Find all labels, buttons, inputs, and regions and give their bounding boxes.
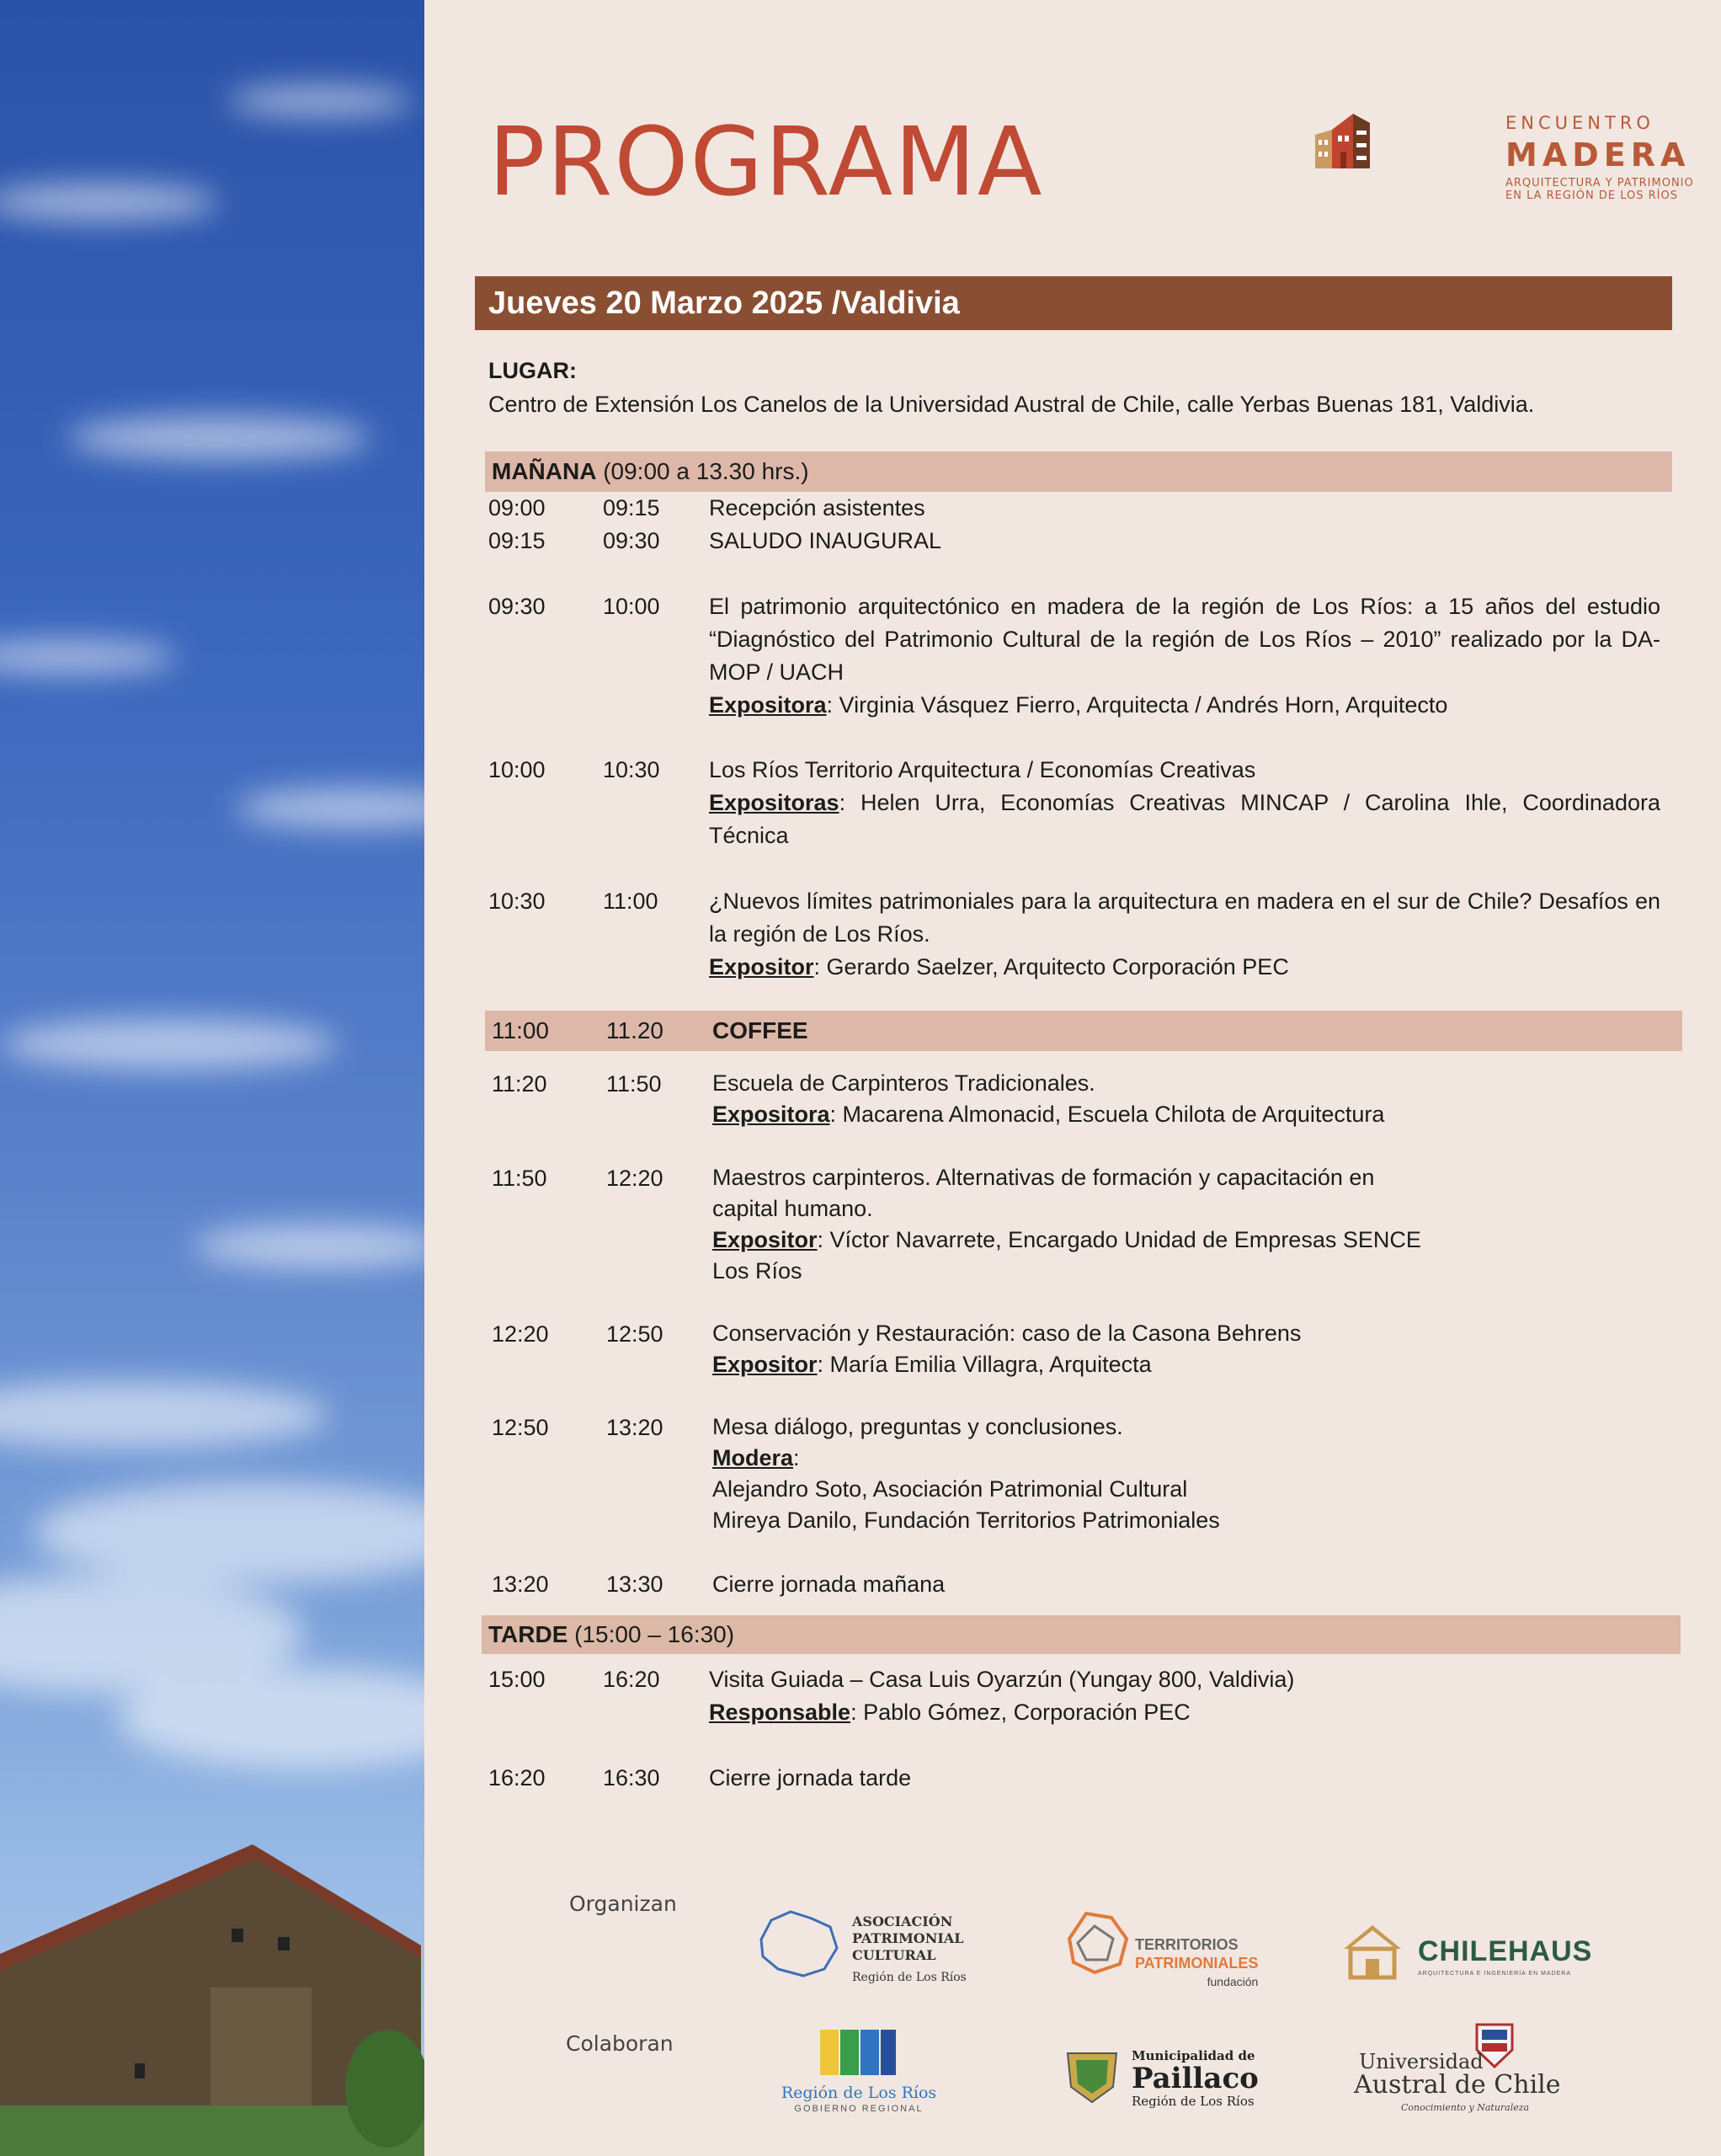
- start-time: 11:20: [492, 1071, 547, 1097]
- coffee-start: 11:00: [492, 1017, 549, 1043]
- program-page: [424, 0, 1721, 2156]
- end-time: 12:50: [606, 1321, 663, 1347]
- territorios-patrimoniales-logo: [1061, 1905, 1280, 1989]
- tp-line-3: fundación: [1207, 1975, 1259, 1988]
- session-title: Cierre jornada tarde: [709, 1765, 912, 1790]
- region-line-2: GOBIERNO REGIONAL: [794, 2104, 924, 2114]
- municipal-shield-icon: [1061, 2045, 1123, 2105]
- region-map-icon: [753, 1902, 845, 1982]
- gobierno-regional-logo: [775, 2026, 943, 2119]
- afternoon-section-bar: [482, 1615, 1681, 1654]
- apc-line-2: PATRIMONIAL: [852, 1930, 964, 1946]
- logo-line-2: MADERA: [1505, 136, 1691, 173]
- coffee-bar: [485, 1011, 1682, 1051]
- start-time: 13:20: [492, 1572, 549, 1597]
- house-icon: [1340, 1922, 1404, 1981]
- chilehaus-tagline: ARQUITECTURA E INGENIERÍA EN MADERA: [1418, 1971, 1572, 1977]
- venue-label: LUGAR:: [488, 358, 577, 383]
- logo-line-1: ENCUENTRO: [1505, 113, 1654, 133]
- session-title: ¿Nuevos límites patrimoniales para la arquitectura en madera en el sur de Chile? Desafíos en la región de Los Ríos.: [709, 889, 1660, 947]
- page-title: PROGRAMA: [488, 108, 1044, 217]
- speaker-names: : Gerardo Saelzer, Arquitecto Corporación PEC: [813, 954, 1289, 979]
- end-time: 13:30: [606, 1572, 663, 1597]
- apc-line-1: ASOCIACIÓN: [852, 1913, 953, 1929]
- start-time: 10:30: [488, 889, 546, 914]
- morning-section-bar: [485, 451, 1672, 492]
- session-title: Mesa diálogo, preguntas y conclusiones.: [712, 1414, 1123, 1439]
- speaker-names: :: [793, 1445, 800, 1470]
- end-time: 11:50: [606, 1071, 662, 1097]
- speaker-names: : María Emilia Villagra, Arquitecta: [817, 1352, 1152, 1377]
- morning-range: (09:00 a 13.30 hrs.): [596, 458, 809, 484]
- session-title: Conservación y Restauración: caso de la Casona Behrens: [712, 1321, 1302, 1346]
- speaker-names: : Virginia Vásquez Fierro, Arquitecta / Andrés Horn, Arquitecto: [826, 692, 1448, 718]
- session-title: Maestros carpinteros. Alternativas de formación y capacitación en capital humano.: [712, 1165, 1375, 1221]
- universidad-austral-logo: [1354, 2021, 1561, 2114]
- uach-line-2: Austral de Chile: [1354, 2070, 1561, 2100]
- start-time: 10:00: [488, 757, 546, 782]
- session-detail: [712, 1068, 1664, 1130]
- start-time: 09:00: [488, 495, 546, 520]
- encuentro-madera-logo: [1315, 84, 1509, 202]
- session-detail: [709, 885, 1660, 984]
- end-time: 10:00: [603, 594, 660, 619]
- logo-line-4: EN LA REGIÓN DE LOS RÍOS: [1505, 189, 1678, 202]
- end-time: 10:30: [603, 757, 660, 782]
- regional-emblem-icon: [820, 2026, 896, 2079]
- speaker-names: : Pablo Gómez, Corporación PEC: [850, 1700, 1191, 1725]
- start-time: 12:50: [492, 1415, 549, 1440]
- start-time: 09:30: [488, 594, 546, 619]
- end-time: 16:20: [603, 1667, 660, 1692]
- municipalidad-paillaco-logo: [1061, 2045, 1280, 2112]
- speaker-role: Expositora: [712, 1102, 830, 1127]
- start-time: 16:20: [488, 1765, 546, 1790]
- coffee-end: 11.20: [606, 1017, 663, 1043]
- sky-photo-strip: [0, 0, 424, 2156]
- session-detail: [712, 1318, 1664, 1380]
- moderator-1: Alejandro Soto, Asociación Patrimonial Cultural: [712, 1476, 1188, 1502]
- tp-line-1: TERRITORIOS: [1135, 1936, 1239, 1953]
- end-time: 09:30: [603, 528, 660, 553]
- speaker-role: Expositora: [709, 692, 827, 718]
- collaborators-label: Colaboran: [566, 2031, 674, 2056]
- chilehaus-name: CHILEHAUS: [1418, 1935, 1593, 1967]
- end-time: 11:00: [603, 889, 658, 914]
- start-time: 09:15: [488, 528, 546, 553]
- speaker-names: : Víctor Navarrete, Encargado Unidad de Empresas SENCE Los Ríos: [712, 1227, 1421, 1283]
- asociacion-patrimonial-logo: [753, 1902, 972, 1986]
- organizers-label: Organizan: [569, 1892, 677, 1916]
- session-title: Los Ríos Territorio Arquitectura / Economías Creativas: [709, 757, 1256, 782]
- coffee-label: COFFEE: [712, 1017, 808, 1043]
- end-time: 16:30: [603, 1765, 660, 1790]
- speaker-names: : Macarena Almonacid, Escuela Chilota de Arquitectura: [829, 1102, 1385, 1127]
- tp-line-2: PATRIMONIALES: [1135, 1955, 1259, 1972]
- afternoon-range: (15:00 – 16:30): [567, 1621, 735, 1647]
- speaker-role: Expositor: [709, 954, 814, 979]
- session-title: SALUDO INAUGURAL: [709, 528, 942, 553]
- chilehaus-logo: [1340, 1922, 1593, 1989]
- date-bar: Jueves 20 Marzo 2025 /Valdivia: [475, 276, 1672, 330]
- moderator-2: Mireya Danilo, Fundación Territorios Patrimoniales: [712, 1508, 1220, 1533]
- speaker-role: Responsable: [709, 1700, 851, 1725]
- venue-block: [488, 354, 1534, 421]
- start-time: 15:00: [488, 1667, 546, 1692]
- end-time: 09:15: [603, 495, 660, 520]
- session-title: Visita Guiada – Casa Luis Oyarzún (Yungay 800, Valdivia): [709, 1667, 1295, 1692]
- speaker-role: Modera: [712, 1445, 794, 1470]
- apc-line-3: CULTURAL: [852, 1947, 936, 1963]
- start-time: 12:20: [492, 1321, 549, 1347]
- paillaco-line-1: Municipalidad de: [1132, 2048, 1255, 2063]
- venue-text: Centro de Extensión Los Canelos de la Universidad Austral de Chile, calle Yerbas Buenas 181, Valdivia.: [488, 392, 1535, 417]
- session-title: El patrimonio arquitectónico en madera de la región de Los Ríos: a 15 años del estudio “Diagnóstico del Patrimonio Cultural de la región de Los Ríos – 2010” realizado por la DA-MOP / UACH: [709, 594, 1660, 685]
- morning-title: MAÑANA: [492, 458, 597, 484]
- session-detail: [709, 754, 1660, 852]
- session-detail: [709, 590, 1660, 722]
- end-time: 13:20: [606, 1415, 663, 1440]
- uach-line-3: Conocimiento y Naturaleza: [1401, 2102, 1530, 2113]
- afternoon-title: TARDE: [488, 1621, 568, 1647]
- speaker-role: Expositor: [712, 1227, 818, 1252]
- end-time: 12:20: [606, 1166, 663, 1191]
- paillaco-line-3: Región de Los Ríos: [1132, 2094, 1255, 2109]
- speaker-role: Expositoras: [709, 790, 839, 815]
- session-title: Escuela de Carpinteros Tradicionales.: [712, 1070, 1095, 1096]
- uach-line-1: Universidad: [1359, 2050, 1484, 2073]
- speaker-names: : Helen Urra, Economías Creativas MINCAP / Carolina Ihle, Coordinadora Técnica: [709, 790, 1660, 848]
- session-detail: [712, 1162, 1436, 1287]
- region-line-1: Región de Los Ríos: [781, 2084, 937, 2102]
- speaker-role: Expositor: [712, 1352, 818, 1377]
- sky-barn-illustration: [0, 0, 424, 2156]
- session-title: Cierre jornada mañana: [712, 1572, 946, 1597]
- logo-wordmark: [1505, 113, 1694, 202]
- session-detail: [709, 1663, 1660, 1729]
- apc-line-4: Región de Los Ríos: [852, 1971, 967, 1984]
- session-title: Recepción asistentes: [709, 495, 925, 520]
- logo-line-3: ARQUITECTURA Y PATRIMONIO: [1505, 177, 1694, 189]
- territory-outline-icon: [1061, 1905, 1132, 1977]
- paillaco-line-2: Paillaco: [1132, 2062, 1259, 2095]
- session-detail: [712, 1412, 1664, 1536]
- start-time: 11:50: [492, 1166, 547, 1191]
